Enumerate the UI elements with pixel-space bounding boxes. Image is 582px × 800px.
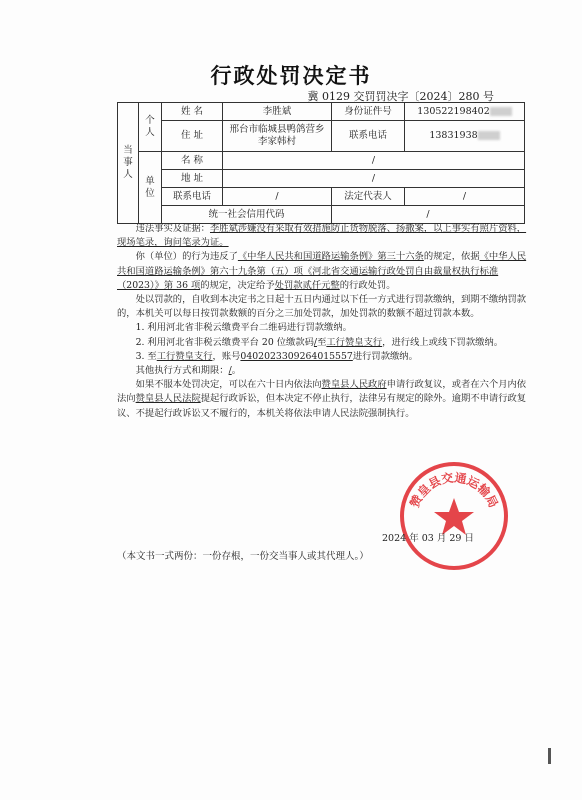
footer-note: （本文书一式两份：一份存根，一份交当事人或其代理人。） <box>117 551 369 562</box>
scan-mark <box>548 748 551 764</box>
credit-code-value: / <box>332 206 525 224</box>
credit-code-label: 统一社会信用代码 <box>162 206 332 224</box>
unit-name-value: / <box>223 152 525 170</box>
payment-method-3: 3. 至工行赞皇支行，账号0402023309264015557进行罚款缴纳。 <box>135 350 418 362</box>
decision-body <box>117 222 529 421</box>
payment-method-1: 1. 利用河北省非税云缴费平台二维码进行罚款缴纳。 <box>135 322 352 334</box>
address-label: 住 址 <box>162 121 223 152</box>
phone-label: 联系电话 <box>332 121 405 152</box>
official-seal <box>398 460 510 572</box>
violation-paragraph: 你（单位）的行为违反了《中华人民共和国道路运输条例》第三十六条的规定，依据《中华人民共和国道路运输条例》第六十九条第（五）项《河北省交通运输行政处罚自由裁量权执行标准（2023）》第 36 项的规定，决定给予处罚款贰仟元整的行政处罚。 <box>117 251 527 291</box>
payment-method-2: 2. 利用河北省非税云缴费平台 20 位缴款码/至工行赞皇支行，进行线上或线下罚款缴纳。 <box>135 336 504 348</box>
unit-phone-value: / <box>223 188 332 206</box>
unit-phone-label: 联系电话 <box>162 188 223 206</box>
payment-paragraph: 处以罚款的，自收到本决定书之日起十五日内通过以下任一方式进行罚款缴纳，到期不缴纳罚款的，本机关可以每日按罚款数额的百分之三加处罚款，加处罚款的数额不超过罚款本数。 <box>117 294 527 320</box>
party-label: 当事人 <box>118 103 139 224</box>
id-value: 130522198402 <box>405 103 525 121</box>
unit-address-value: / <box>223 170 525 188</box>
svg-text:赞皇县交通运输局: 赞皇县交通运输局 <box>407 470 501 510</box>
id-label: 身份证件号 <box>332 103 405 121</box>
individual-label: 个人 <box>139 103 162 152</box>
decision-date: 2024 年 03 月 29 日 <box>382 533 474 544</box>
name-value: 李胜斌 <box>223 103 332 121</box>
party-info-table <box>117 102 525 224</box>
legal-rep-value: / <box>405 188 525 206</box>
unit-label: 单位 <box>139 152 162 224</box>
appeal-paragraph: 如果不服本处罚决定，可以在六十日内依法向赞皇县人民政府申请行政复议，或者在六个月内依法向赞皇县人民法院提起行政诉讼，但本决定不停止执行，法律另有规定的除外。逾期不申请行政复议、不提起行政诉讼又不履行的，本机关将依法申请人民法院强制执行。 <box>117 379 527 419</box>
document-number: 冀 0129 交罚罚决字〔2024〕280 号 <box>307 90 494 103</box>
unit-address-label: 地 址 <box>162 170 223 188</box>
other-methods: 其他执行方式和期限：/。 <box>135 365 242 377</box>
legal-rep-label: 法定代表人 <box>332 188 405 206</box>
facts-paragraph: 违法事实及证据：李胜斌涉嫌没有采取有效措施防止货物脱落、扬撒案，以上事实有照片资料，现场笔录，询问笔录为证。 <box>117 223 527 249</box>
address-value: 邢台市临城县鸭鸽营乡李家韩村 <box>223 121 332 152</box>
document-title: 行政处罚决定书 <box>210 63 372 88</box>
phone-value: 13831938 <box>405 121 525 152</box>
name-label: 姓 名 <box>162 103 223 121</box>
unit-name-label: 名 称 <box>162 152 223 170</box>
